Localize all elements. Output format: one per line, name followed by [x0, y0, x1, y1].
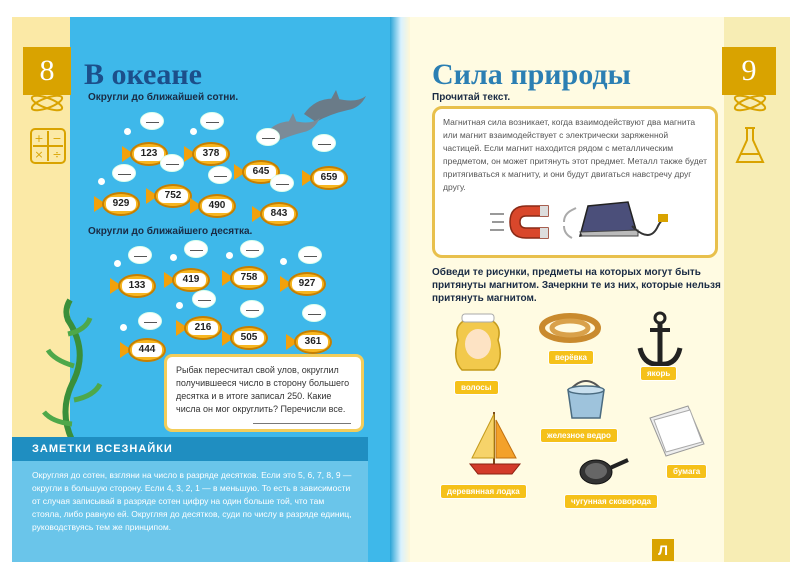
item-label-bucket[interactable]: железное ведро	[540, 428, 618, 443]
page-number-right: 9	[722, 47, 776, 95]
instruction-hundreds: Округли до ближайшей сотни.	[88, 92, 239, 103]
svg-text:+: +	[34, 132, 44, 145]
svg-text:÷: ÷	[52, 148, 62, 161]
fish-number: 444	[122, 334, 168, 364]
answer-bubble[interactable]	[140, 112, 164, 130]
item-label-boat[interactable]: деревянная лодка	[440, 484, 527, 499]
magnet-icon	[490, 200, 550, 246]
item-label-rope[interactable]: верёвка	[548, 350, 594, 365]
rope-icon[interactable]	[538, 310, 602, 346]
fish-number: 378	[186, 138, 232, 168]
answer-bubble[interactable]	[128, 246, 152, 264]
item-label-pan[interactable]: чугунная сковорода	[564, 494, 658, 509]
notes-title: ЗАМЕТКИ ВСЕЗНАЙКИ	[32, 443, 173, 455]
answer-bubble[interactable]	[240, 240, 264, 258]
svg-text:×: ×	[34, 148, 44, 161]
hair-icon[interactable]	[450, 310, 506, 376]
notes-header	[12, 437, 368, 461]
page-title-right: Сила природы	[432, 58, 631, 91]
fish-number: 216	[178, 312, 224, 342]
answer-bubble[interactable]	[240, 300, 264, 318]
reading-text: Магнитная сила возникает, когда взаимодействуют два магнита или магнит взаимодействует с электрически заряженной частицей. Если магнит находится рядом с металлическим предметом, он может притянуть этот предмет. Металл также будет притягиваться к магниту, и они будут двигаться навстречу друг другу.	[443, 117, 707, 192]
fish-number: 505	[224, 322, 270, 352]
bubble-dot	[170, 254, 177, 261]
fish-number: 927	[282, 268, 328, 298]
fish-number: 490	[192, 190, 238, 220]
flask-icon	[734, 126, 766, 166]
fish-number: 752	[148, 180, 194, 210]
answer-bubble[interactable]	[112, 164, 136, 182]
fish-number: 843	[254, 198, 300, 228]
bubble-dot	[226, 252, 233, 259]
answer-bubble[interactable]	[270, 174, 294, 192]
anchor-icon[interactable]	[636, 312, 684, 368]
atom-icon	[730, 92, 770, 114]
bubble-dot	[120, 324, 127, 331]
question-text: Рыбак пересчитал свой улов, округлил получившееся число в сторону большего десятка и в итоге записал 250. Какие числа он мог округлить? Перечисли все.	[176, 365, 350, 414]
answer-bubble[interactable]	[312, 134, 336, 152]
bucket-icon[interactable]	[564, 378, 608, 420]
answer-bubble[interactable]	[208, 166, 232, 184]
page-number-left: 8	[23, 47, 71, 95]
fish-number: 645	[236, 156, 282, 186]
fish-number: 659	[304, 162, 350, 192]
answer-bubble[interactable]	[298, 246, 322, 264]
task-text: Обведи те рисунки, предметы на которых могут быть притянуты магнитом. Зачеркни те из них, которые нельзя притянуть магнитом.	[432, 267, 721, 304]
answer-bubble[interactable]	[256, 128, 280, 146]
publisher-logo: Л	[652, 539, 674, 561]
answer-bubble[interactable]	[184, 240, 208, 258]
boat-icon[interactable]	[466, 410, 524, 478]
pan-icon[interactable]	[578, 454, 630, 490]
item-label-hair[interactable]: волосы	[454, 380, 499, 395]
bubble-dot	[280, 258, 287, 265]
item-label-paper[interactable]: бумага	[666, 464, 707, 479]
fish-number: 419	[166, 264, 212, 294]
atom-icon	[27, 92, 67, 114]
iron-icon	[558, 196, 670, 250]
bubble-dot	[114, 260, 121, 267]
instruction-tens: Округли до ближайшего десятка.	[88, 226, 253, 237]
question-box	[164, 354, 364, 432]
answer-bubble[interactable]	[200, 112, 224, 130]
book-gutter	[390, 17, 410, 562]
fish-number: 361	[288, 326, 334, 356]
answer-line[interactable]	[253, 423, 351, 424]
seaweed-icon	[38, 300, 108, 440]
answer-bubble[interactable]	[160, 154, 184, 172]
fish-number: 133	[112, 270, 158, 300]
answer-bubble[interactable]	[138, 312, 162, 330]
fish-number: 929	[96, 188, 142, 218]
bubble-dot	[124, 128, 131, 135]
bubble-dot	[190, 128, 197, 135]
answer-bubble[interactable]	[192, 290, 216, 308]
notes-text: Округляя до сотен, взгляни на число в разряде десятков. Если это 5, 6, 7, 8, 9 — округли в большую сторону. Если 4, 3, 2, 1 — в меньшую. То есть в зависимости от случая записывай в разряде сотен цифру на один больше той, что там стояла, либо равную ей. Округляя до десятков, суди по числу в разряде единиц, руководствуясь тем же принципом.	[12, 461, 368, 562]
page-title-left: В океане	[84, 58, 202, 91]
svg-text:−: −	[52, 132, 62, 145]
read-prompt: Прочитай текст.	[432, 92, 511, 103]
item-label-anchor[interactable]: якорь	[640, 366, 677, 381]
fish-number: 758	[224, 262, 270, 292]
bubble-dot	[176, 302, 183, 309]
calculator-icon	[30, 128, 66, 164]
bubble-dot	[98, 178, 105, 185]
fish-number: 123	[124, 138, 170, 168]
paper-icon[interactable]	[646, 404, 708, 458]
answer-bubble[interactable]	[302, 304, 326, 322]
